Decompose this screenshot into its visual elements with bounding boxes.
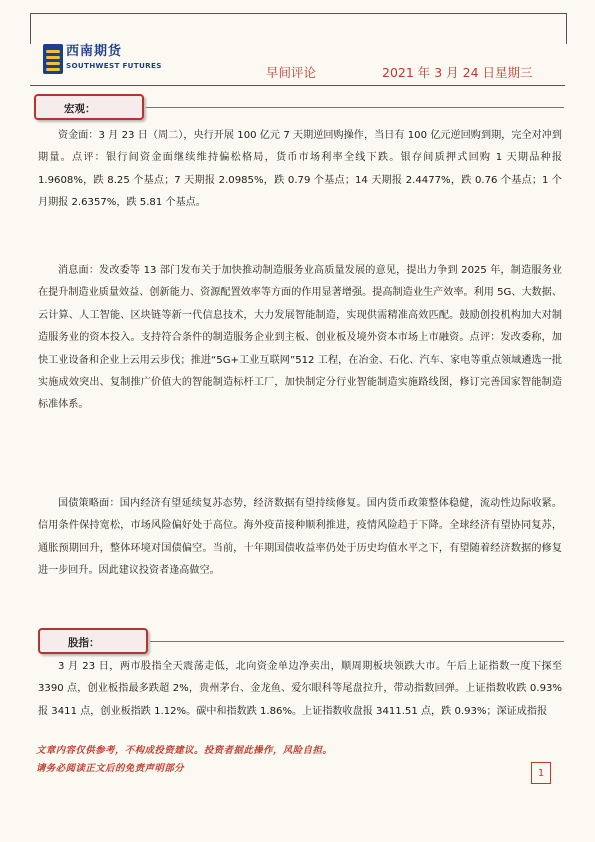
paragraph-equity-market: 3 月 23 日，两市股指全天震荡走低，北向资金单边净卖出，顺周期板块领跌大市。午后上证指数一度下探至 3390 点，创业板指最多跌超 2%，贵州茅台、金龙鱼、爱尔眼科等尾盘拉升，带动指数回弹。上证指数收跌 0.93% 报 3411 点，创业板指跌 1.12%。碳中和指数跌 1.86%。上证指数收盘报 3411.51 点，跌 0.93%；深证成指报 (38, 661, 562, 717)
logo-english-text: SOUTHWEST FUTURES (66, 61, 162, 70)
logo-chinese-text: 西南期货 (66, 44, 123, 59)
page-number: 1 (531, 762, 551, 784)
section-divider-equity (150, 641, 564, 642)
logo-mark-icon (43, 44, 63, 74)
section-label-macro: 宏观： (34, 94, 144, 120)
paragraph-macro-bond-strategy: 国债策略面：国内经济有望延续复苏态势，经济数据有望持续修复。国内货币政策整体稳健，流动性边际收紧。信用条件保持宽松，市场风险偏好处于高位。海外疫苗接种顺利推进，疫情风险趋于下降。全球经济有望协同复苏，通胀预期回升，整体环境对国债偏空。当前，十年期国债收益率仍处于历史均值水平之下，有望随着经济数据的修复进一步回升。因此建议投资者逢高做空。 (38, 498, 562, 577)
report-title: 早间评论 (266, 65, 317, 80)
paragraph-macro-news: 消息面：发改委等 13 部门发布关于加快推动制造服务业高质量发展的意见，提出力争到 2025 年，制造服务业在提升制造业质量效益、创新能力、资源配置效率等方面的作用显著增强。提高制造业生产效率。利用 5G、大数据、云计算、人工智能、区块链等新一代信息技术，大力发展智能制造，实现供需精准高效匹配。鼓励创投机构加大对制造服务业的资本投入。支持符合条件的制造服务企业到主板、创业板及境外资本市场上市融资。点评：发改委称，加快工业设备和企业上云用云步伐；推进“5G+工业互联网”512 工程，在冶金、石化、汽车、家电等重点领域遴选一批实施成效突出、复制推广价值大的智能制造标杆工厂，加快制定分行业智能制造实施路线图，修订完善国家智能制造标准体系。 (38, 265, 562, 411)
section-label-equity: 股指： (38, 628, 148, 654)
paragraph-macro-funding: 资金面：3 月 23 日（周二），央行开展 100 亿元 7 天期逆回购操作，当日有 100 亿元逆回购到期，完全对冲到期量。点评：银行间资金面继续维持偏松格局，货币市场利率全线下跌。银存间质押式回购 1 天期品种报 1.9608%，跌 8.25 个基点；7 天期报 2.0985%，跌 0.79 个基点；14 天期报 2.4477%，跌 0.76 个基点；1 个月期报 2.6357%，跌 5.81 个基点。 (38, 130, 562, 209)
company-logo (43, 44, 162, 76)
disclaimer-line-1: 文章内容仅供参考，不构成投资建议。投资者据此操作，风险自担。 (36, 745, 333, 756)
section-divider-macro (146, 107, 564, 108)
header-divider (30, 85, 565, 86)
report-date: 2021 年 3 月 24 日星期三 (382, 65, 533, 80)
disclaimer-line-2: 请务必阅读正文后的免责声明部分 (36, 763, 185, 774)
page-frame-top (30, 13, 567, 44)
